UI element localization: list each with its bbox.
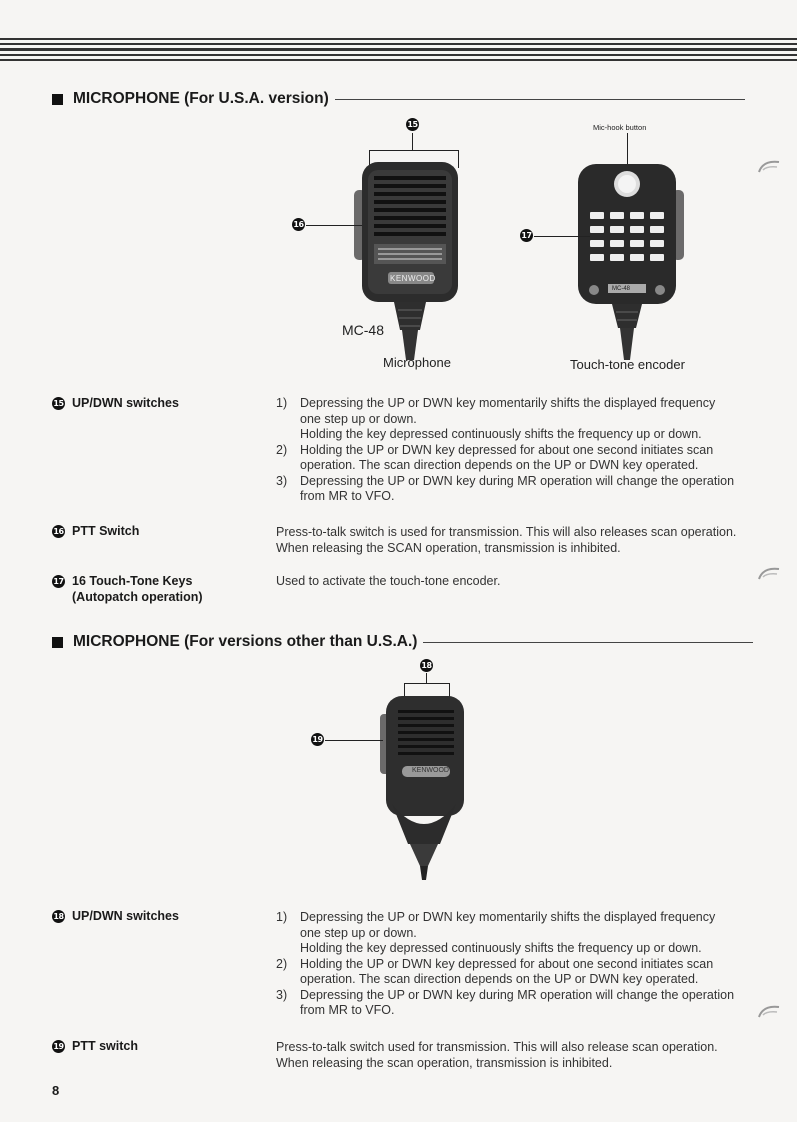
item-number-badge: 16 — [52, 525, 65, 538]
section-title: MICROPHONE (For U.S.A. version) — [73, 90, 329, 107]
brand-label: KENWOOD — [412, 767, 449, 774]
square-bullet-icon — [52, 94, 63, 105]
item-number-badge: 17 — [52, 575, 65, 588]
step: 3) Depressing the UP or DWN key during MR operation will change the operation from MR to VFO. — [276, 987, 735, 1017]
brand-label: KENWOOD — [390, 274, 436, 283]
step: 3) Depressing the UP or DWN key during MR operation will change the operation from MR to VFO. — [276, 473, 735, 503]
header-rule-bars — [0, 38, 797, 64]
microphone-image — [378, 694, 470, 880]
item-label-17: 17 16 Touch-Tone Keys (Autopatch operation) — [53, 574, 203, 604]
section-heading-usa — [52, 90, 745, 108]
item-desc-17: Used to activate the touch-tone encoder. — [276, 574, 501, 588]
heading-rule — [335, 99, 745, 100]
callout-bracket — [369, 150, 459, 151]
item-number-badge: 18 — [52, 910, 65, 923]
mic-hook-label: Mic-hook button — [593, 123, 647, 132]
section-heading-other — [52, 633, 753, 651]
binder-mark-icon — [757, 565, 783, 595]
callout-leader — [412, 133, 413, 150]
item-number-badge: 19 — [52, 1040, 65, 1053]
callout-leader — [325, 740, 383, 741]
item-desc-18 — [276, 910, 738, 1019]
heading-rule — [423, 642, 753, 643]
item-desc-16: Press-to-talk switch is used for transmission. This will also releases scan operation. When releasing the SCAN operation, transmission is inhibited. — [276, 525, 737, 555]
item-number-badge: 15 — [52, 397, 65, 410]
page-number: 8 — [52, 1083, 60, 1098]
callout-leader — [534, 236, 590, 237]
callout-leader — [306, 225, 362, 226]
step: 1) Depressing the UP or DWN key momentarily shifts the displayed frequency one step up or down. Holding the key depressed continuously shifts the frequency up or down. — [276, 396, 716, 441]
encoder-model-label: MC-48 — [612, 286, 631, 292]
step: 2) Holding the UP or DWN key depressed for about one second initiates scan operation. The scan direction depends on the UP or DWN key operated. — [276, 956, 714, 986]
model-label: MC-48 — [342, 322, 385, 338]
step: 1) Depressing the UP or DWN key momentarily shifts the displayed frequency one step up or down. Holding the key depressed continuously shifts the frequency up or down. — [276, 910, 716, 955]
item-desc-19: Press-to-talk switch used for transmission. This will also release scan operation. When releasing the scan operation, transmission is inhibited. — [276, 1040, 718, 1070]
binder-mark-icon — [757, 1003, 783, 1033]
encoder-caption: Touch-tone encoder — [570, 357, 685, 372]
step: 2) Holding the UP or DWN key depressed for about one second initiates scan operation. The scan direction depends on the UP or DWN key operated. — [276, 442, 714, 472]
callout-bracket — [404, 683, 450, 684]
binder-mark-icon — [757, 158, 783, 188]
touch-tone-encoder-image — [572, 160, 688, 360]
item-label-18: 18 UP/DWN switches — [53, 909, 179, 923]
item-label-15: 15 UP/DWN switches — [53, 396, 179, 410]
callout-15: 15 — [407, 120, 418, 129]
item-desc-15 — [276, 396, 738, 505]
section-title: MICROPHONE (For versions other than U.S.A.) — [73, 633, 418, 650]
microphone-caption: Microphone — [383, 355, 451, 370]
item-label-19: 19 PTT switch — [53, 1039, 138, 1053]
square-bullet-icon — [52, 637, 63, 648]
callout-leader — [426, 673, 427, 683]
item-label-16: 16 PTT Switch — [53, 524, 140, 538]
